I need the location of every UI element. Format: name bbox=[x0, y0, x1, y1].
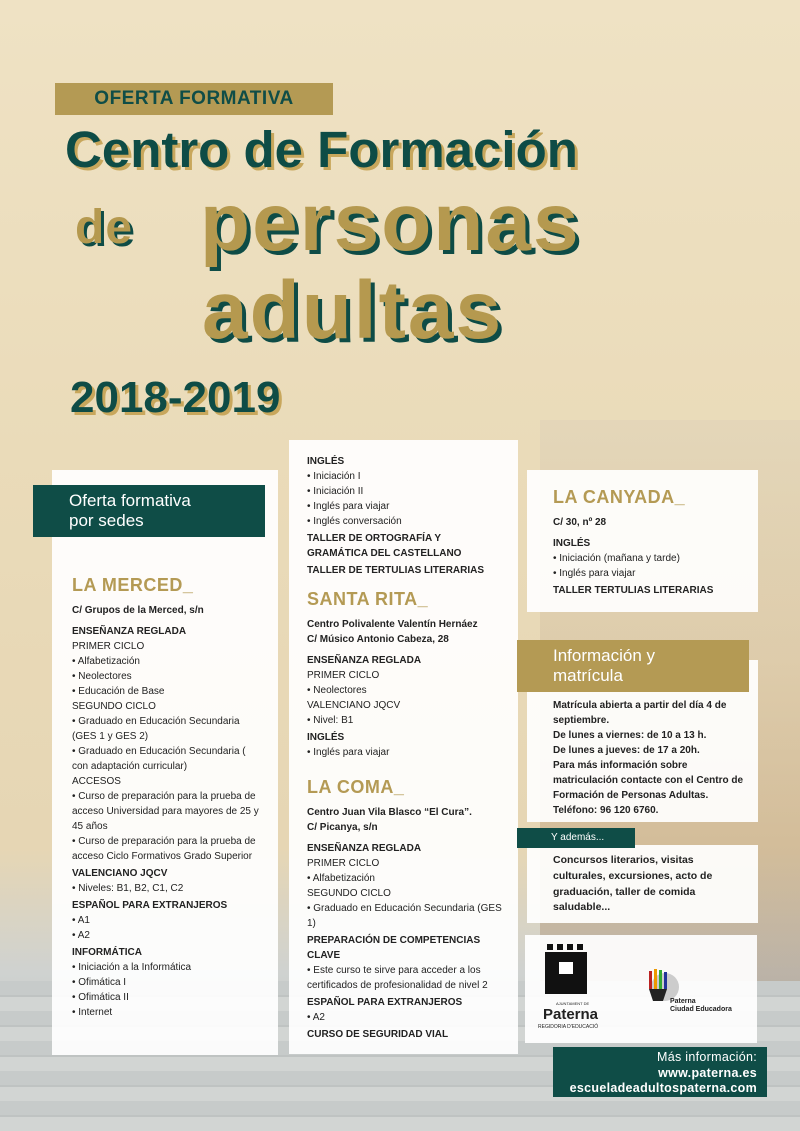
section-heading: CURSO DE SEGURIDAD VIAL bbox=[307, 1029, 449, 1040]
section-heading: ENSEÑANZA REGLADA bbox=[307, 655, 422, 666]
list-item: • Iniciación (mañana y tarde) bbox=[553, 551, 744, 566]
subheading: PRIMER CICLO bbox=[72, 641, 145, 652]
title-adultas: adultas bbox=[202, 265, 504, 356]
ayto-text: AJUNTAMENT DE bbox=[556, 1001, 590, 1006]
list-item: • Alfabetización bbox=[72, 654, 264, 669]
paterna-wordmark: Paterna bbox=[543, 1006, 599, 1023]
site-address: C/ Picanya, s/n bbox=[307, 822, 378, 833]
ciudad-educadora-text bbox=[670, 998, 732, 1013]
list-item: • Iniciación a la Informática bbox=[72, 960, 264, 975]
list-item: • Curso de preparación para la prueba de acceso Universidad para mayores de 25 y 45 años bbox=[72, 789, 264, 834]
list-item: • Inglés para viajar bbox=[307, 745, 504, 760]
site-name: LA COMA_ bbox=[307, 777, 405, 797]
footer-label: Más información: bbox=[657, 1050, 757, 1064]
section-heading: TALLER TERTULIAS LITERARIAS bbox=[553, 585, 714, 596]
list-item: • Alfabetización bbox=[307, 871, 504, 886]
section-heading: ENSEÑANZA REGLADA bbox=[307, 843, 422, 854]
panel-middle bbox=[289, 440, 518, 1054]
info-text: Para más información sobre matriculación contacte con el Centro de Formación de Personas Adultas. bbox=[553, 760, 744, 801]
list-item: • Educación de Base bbox=[72, 684, 264, 699]
list-item: • Neolectores bbox=[72, 669, 264, 684]
school-year: 2018-2019 bbox=[70, 373, 281, 422]
paterna-tower-logo bbox=[545, 944, 587, 994]
site-name: SANTA RITA_ bbox=[307, 589, 429, 609]
list-item: • Inglés para viajar bbox=[553, 566, 744, 581]
list-item: • Ofimática I bbox=[72, 975, 264, 990]
title-line1: Centro de Formación bbox=[65, 121, 578, 178]
subheading: PRIMER CICLO bbox=[307, 858, 380, 869]
info-header bbox=[517, 640, 749, 692]
section-heading: TALLER DE TERTULIAS LITERARIAS bbox=[307, 565, 485, 576]
list-item: • Nivel: B1 bbox=[307, 713, 504, 728]
sedes-header-line1: Oferta formativa bbox=[69, 491, 191, 510]
site-address: Centro Polivalente Valentín Hernáez bbox=[307, 619, 478, 630]
list-item: • A2 bbox=[72, 928, 264, 943]
info-phone: Teléfono: 96 120 6760. bbox=[553, 805, 659, 816]
list-item: • Iniciación I bbox=[307, 469, 504, 484]
subheading: SEGUNDO CICLO bbox=[307, 888, 391, 899]
subheading: ACCESOS bbox=[72, 776, 121, 787]
footer-more-info bbox=[553, 1047, 767, 1097]
footer-link-paterna[interactable]: www.paterna.es bbox=[658, 1065, 757, 1080]
list-item: • Graduado en Educación Secundaria (GES 1 y GES 2) bbox=[72, 714, 264, 744]
subheading: VALENCIANO JQCV bbox=[307, 700, 401, 711]
list-item: • Inglés para viajar bbox=[307, 499, 504, 514]
section-heading: INFORMÁTICA bbox=[72, 947, 142, 958]
section-heading: ESPAÑOL PARA EXTRANJEROS bbox=[72, 900, 228, 911]
section-heading: INGLÉS bbox=[307, 456, 345, 467]
list-item: • Graduado en Educación Secundaria (GES 1) bbox=[307, 901, 504, 931]
site-name: LA CANYADA_ bbox=[553, 487, 686, 507]
info-text: De lunes a viernes: de 10 a 13 h. bbox=[553, 730, 707, 741]
ademas-label: Y además... bbox=[517, 828, 635, 848]
section-heading: ESPAÑOL PARA EXTRANJEROS bbox=[307, 997, 463, 1008]
subheading: PRIMER CICLO bbox=[307, 670, 380, 681]
section-heading: INGLÉS bbox=[553, 538, 591, 549]
info-text: De lunes a jueves: de 17 a 20h. bbox=[553, 745, 700, 756]
list-item: • Neolectores bbox=[307, 683, 504, 698]
section-heading: INGLÉS bbox=[307, 732, 345, 743]
title-de: de bbox=[75, 201, 134, 254]
list-item: • Inglés conversación bbox=[307, 514, 504, 529]
regidoria-text: REGIDORIA D'EDUCACIÓ bbox=[538, 1024, 599, 1030]
site-address: C/ Grupos de la Merced, s/n bbox=[72, 605, 204, 616]
ademas-text: Concursos literarios, visitas culturales, excursiones, acto de graduación, taller de comida saludable... bbox=[553, 854, 713, 914]
title-personas: personas bbox=[200, 177, 581, 268]
site-address: Centro Juan Vila Blasco “El Cura”. bbox=[307, 807, 472, 818]
sedes-header-line2: por sedes bbox=[69, 510, 144, 530]
list-item: • A1 bbox=[72, 913, 264, 928]
section-heading: PREPARACIÓN DE COMPETENCIAS CLAVE bbox=[307, 935, 481, 961]
info-text: Matrícula abierta a partir del día 4 de septiembre. bbox=[553, 700, 727, 726]
section-heading: TALLER DE ORTOGRAFÍA Y GRAMÁTICA DEL CASTELLANO bbox=[307, 533, 462, 559]
info-header-line2: matrícula bbox=[553, 665, 623, 685]
site-address: C/ Músico Antonio Cabeza, 28 bbox=[307, 634, 449, 645]
list-item: • Niveles: B1, B2, C1, C2 bbox=[72, 881, 264, 896]
panel-la-merced bbox=[52, 470, 278, 1055]
footer-link-escuela[interactable]: escueladeadultospaterna.com bbox=[569, 1081, 757, 1096]
info-header-line1: Información y bbox=[553, 646, 656, 665]
list-item: • Graduado en Educación Secundaria ( con adaptación curricular) bbox=[72, 744, 264, 774]
site-address: C/ 30, nº 28 bbox=[553, 517, 607, 528]
list-item: • A2 bbox=[307, 1010, 504, 1025]
ciudad-line1: Paterna bbox=[670, 998, 696, 1005]
list-item: • Ofimática II bbox=[72, 990, 264, 1005]
list-item: • Curso de preparación para la prueba de acceso Ciclo Formativos Grado Superior bbox=[72, 834, 264, 864]
list-item: • Iniciación II bbox=[307, 484, 504, 499]
section-heading: ENSEÑANZA REGLADA bbox=[72, 626, 187, 637]
panel-la-canyada bbox=[527, 470, 758, 612]
panel-ademas bbox=[527, 845, 758, 923]
section-heading: VALENCIANO JQCV bbox=[72, 868, 168, 879]
list-item: • Este curso te sirve para acceder a los certificados de profesionalidad de nivel 2 bbox=[307, 963, 504, 993]
ciudad-line2: Ciudad Educadora bbox=[670, 1005, 732, 1013]
site-name: LA MERCED_ bbox=[72, 575, 194, 595]
oferta-tag: OFERTA FORMATIVA bbox=[55, 83, 333, 115]
sedes-header bbox=[33, 485, 265, 537]
subheading: SEGUNDO CICLO bbox=[72, 701, 156, 712]
list-item: • Internet bbox=[72, 1005, 264, 1020]
